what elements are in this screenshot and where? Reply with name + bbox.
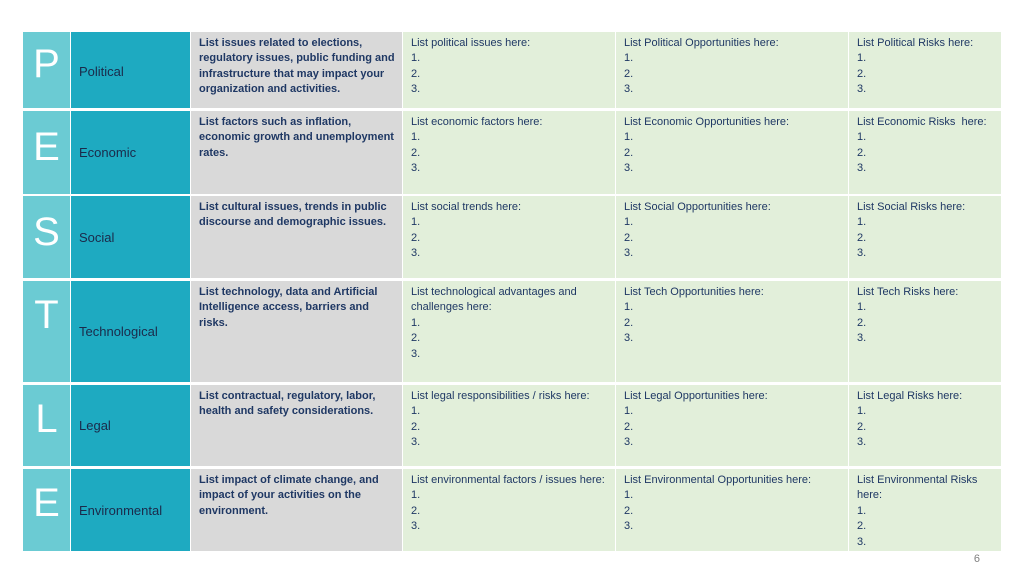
factors-cell: List political issues here: 1. 2. 3. [403,32,615,108]
risks-cell: List Economic Risks here: 1. 2. 3. [849,111,1001,194]
row-name: Legal [71,385,190,466]
row-description: List cultural issues, trends in public discourse and demographic issues. [191,196,402,278]
row-letter: T [23,281,70,382]
opportunities-cell: List Environmental Opportunities here: 1. 2. 3. [616,469,848,551]
factors-cell: List legal responsibilities / risks here: 1. 2. 3. [403,385,615,466]
factors-cell: List social trends here: 1. 2. 3. [403,196,615,278]
row-description: List impact of climate change, and impact of your activities on the environment. [191,469,402,551]
opportunities-cell: List Tech Opportunities here: 1. 2. 3. [616,281,848,382]
factors-cell: List environmental factors / issues here: 1. 2. 3. [403,469,615,551]
row-environmental [23,469,1001,551]
opportunities-cell: List Social Opportunities here: 1. 2. 3. [616,196,848,278]
row-political [23,32,1001,108]
row-name: Environmental [71,469,190,551]
row-social [23,196,1001,278]
row-description: List issues related to elections, regulatory issues, public funding and infrastructure that may impact your organization and activities. [191,32,402,108]
factors-cell: List technological advantages and challenges here: 1. 2. 3. [403,281,615,382]
risks-cell: List Social Risks here: 1. 2. 3. [849,196,1001,278]
risks-cell: List Tech Risks here: 1. 2. 3. [849,281,1001,382]
factors-cell: List economic factors here: 1. 2. 3. [403,111,615,194]
row-name: Technological [71,281,190,382]
row-technological [23,281,1001,382]
row-name: Political [71,32,190,108]
page-number: 6 [973,553,980,565]
row-name: Social [71,196,190,278]
row-letter: S [23,196,70,278]
row-letter: E [23,469,70,551]
risks-cell: List Political Risks here: 1. 2. 3. [849,32,1001,108]
row-letter: P [23,32,70,108]
opportunities-cell: List Legal Opportunities here: 1. 2. 3. [616,385,848,466]
row-description: List contractual, regulatory, labor, health and safety considerations. [191,385,402,466]
row-letter: L [23,385,70,466]
opportunities-cell: List Economic Opportunities here: 1. 2. 3. [616,111,848,194]
risks-cell: List Environmental Risks here: 1. 2. 3. [849,469,1001,551]
row-economic [23,111,1001,194]
row-legal [23,385,1001,466]
row-description: List factors such as inflation, economic growth and unemployment rates. [191,111,402,194]
risks-cell: List Legal Risks here: 1. 2. 3. [849,385,1001,466]
row-description: List technology, data and Artificial Intelligence access, barriers and risks. [191,281,402,382]
opportunities-cell: List Political Opportunities here: 1. 2. 3. [616,32,848,108]
row-letter: E [23,111,70,194]
row-name: Economic [71,111,190,194]
